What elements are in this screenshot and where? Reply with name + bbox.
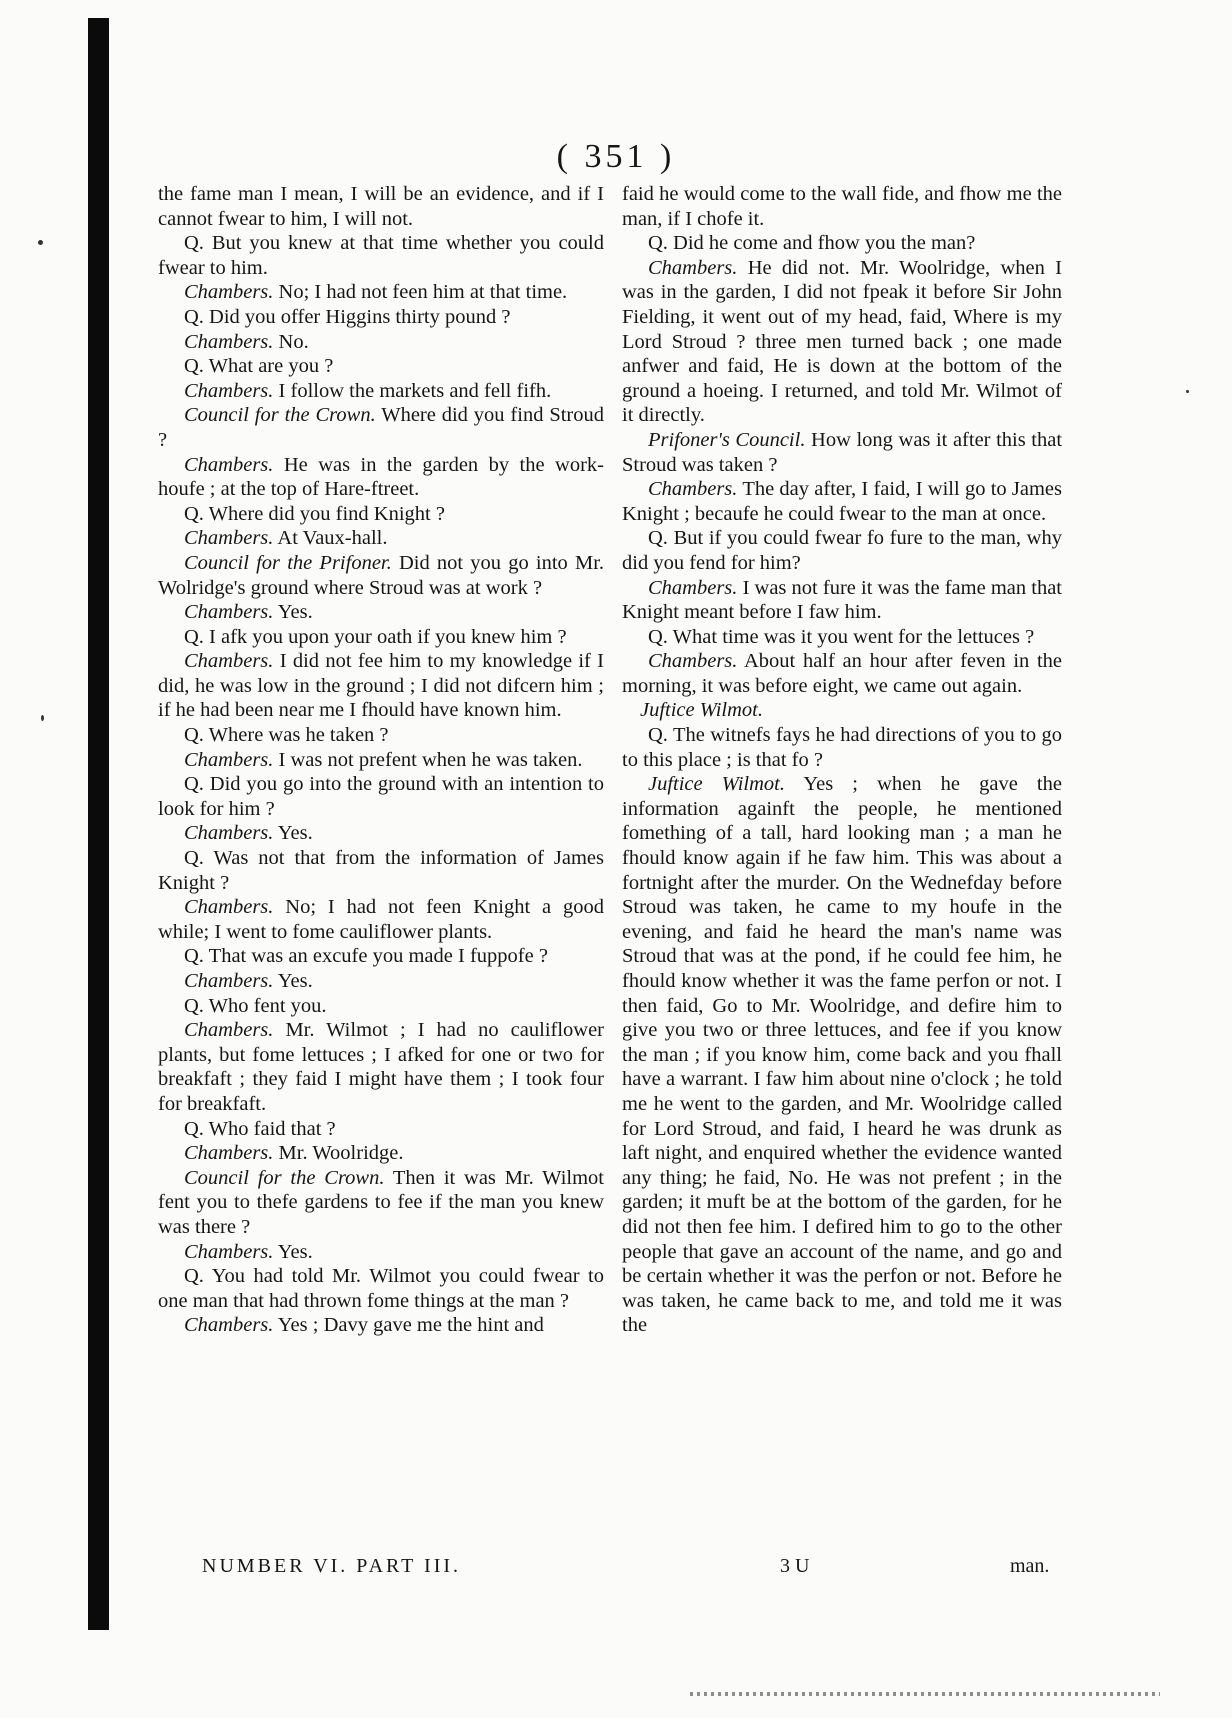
speaker-label: Chambers.	[184, 970, 274, 992]
paragraph-text: About half an hour after feven in the morning, it was before eight, we came out again.	[622, 650, 1063, 697]
speaker-label: Chambers.	[184, 379, 274, 402]
speaker-label: Council for the Crown.	[184, 1166, 385, 1189]
paragraph	[158, 354, 604, 379]
paragraph	[158, 551, 604, 600]
paragraph-text: No.	[278, 330, 309, 353]
speaker-label: Council for the Crown.	[184, 404, 376, 427]
paragraph	[158, 748, 604, 773]
paragraph	[158, 526, 604, 551]
paragraph	[622, 231, 1062, 256]
paragraph-text: faid he would come to the wall fide, and fhow me the man, if I chofe it.	[622, 183, 1062, 230]
page-number: ( 351 )	[556, 138, 676, 175]
paragraph	[158, 772, 604, 821]
paragraph-text: Q. But you knew at that time whether you could fwear to him.	[158, 232, 604, 279]
paragraph-text: Q. What are you ?	[184, 355, 334, 378]
speaker-label: Chambers.	[184, 453, 274, 476]
paragraph-text: Yes ; Davy gave me the hint and	[277, 1314, 544, 1337]
paragraph-text: He did not. Mr. Woolridge, when I was in the garden, I did not fpeak it before Sir John Fielding, it went out of my head, faid, Where is my Lord Stroud ? three men turned back ; one made anfwer and faid, He is down at the bottom of the ground a hoeing. I returned, and told Mr. Wilmot of it directly.	[622, 256, 1063, 427]
paragraph-text: Yes ; when he gave the information againft the people, he mentioned fomething of a tall, hard looking man ; a man he fhould know again if he faw him. This was about a fortnight after the murder. On the Wednefday before Stroud was taken, he came to my houfe in the evening, and faid he heard the man's name was Stroud that was at the pond, if he could fee him, he fhould know whether it was the fame perfon or not. I then faid, Go to Mr. Woolridge, and defire him to give you two or three lettuces, and fee if you know the man ; if you know him, come back and you fhall have a warrant. I faw him about nine o'clock ; he told me he went to the garden, and Mr. Woolridge called for Lord Stroud, and faid, I heard he was drunk as laft night, and enquired whether the evidence wanted any thing; he faid, No. He was not prefent ; in the garden; it muft be at the bottom of the garden, for he did not then fee him. I defired him to go to the other people that gave an account of the name, and go and be certain whether it was the perfon or not. Before he was taken, he came back to me, and told me it was the	[622, 773, 1062, 1337]
speaker-label: Chambers.	[184, 601, 274, 624]
paragraph	[622, 649, 1062, 698]
paragraph-text: Yes.	[277, 822, 313, 845]
speaker-label: Prifoner's Council.	[648, 428, 806, 451]
paragraph-text: Q. That was an excufe you made I fuppofe ?	[184, 945, 548, 968]
scan-speck	[1186, 390, 1189, 393]
paragraph	[622, 698, 1062, 723]
speaker-label: Chambers.	[648, 576, 738, 599]
paragraph-text: I was not prefent when he was taken.	[278, 748, 583, 771]
paragraph-text: Q. But if you could fwear fo fure to the man, why did you fend for him?	[622, 527, 1062, 574]
paragraph	[622, 576, 1062, 625]
speaker-label: Chambers.	[648, 478, 738, 501]
paragraph	[158, 994, 604, 1019]
scan-speck	[41, 715, 44, 721]
paragraph-text: Where did you find Stroud ?	[158, 404, 604, 451]
speaker-label: Juftice Wilmot.	[648, 773, 785, 796]
paragraph	[158, 600, 604, 625]
paragraph	[158, 305, 604, 330]
paragraph	[158, 723, 604, 748]
paragraph-text: Q. Did he come and fhow you the man?	[648, 232, 976, 255]
paragraph-text: Yes.	[277, 601, 313, 624]
speaker-label: Chambers.	[648, 650, 738, 673]
paragraph-text: The day after, I faid, I will go to James Knight ; becaufe he could fwear to the man at once.	[622, 478, 1062, 525]
paragraph-text: Q. Did you offer Higgins thirty pound ?	[184, 305, 511, 328]
paragraph-text: Mr. Wilmot ; I had no cauliflower plants, but fome lettuces ; I afked for one or two for breakfaft ; they faid I might have them ; I took four for breakfaft.	[158, 1019, 605, 1115]
paragraph	[158, 1166, 604, 1240]
paragraph	[622, 182, 1062, 231]
speaker-label: Chambers.	[184, 896, 274, 919]
paragraph-text: No; I had not feen Knight a good while; I went to fome cauliflower plants.	[158, 896, 604, 943]
paragraph	[158, 895, 604, 944]
paragraph	[158, 821, 604, 846]
catchword: man.	[1010, 1555, 1050, 1577]
signature-line: NUMBER VI. PART III.	[202, 1555, 462, 1577]
speaker-label: Chambers.	[648, 256, 738, 279]
paragraph	[158, 453, 604, 502]
paragraph-text: I did not fee him to my knowledge if I did, he was low in the ground ; I did not difcern him ; if he had been near me I fhould have known him.	[158, 650, 605, 722]
paragraph-text: Q. Where did you find Knight ?	[184, 502, 445, 525]
speaker-label: Chambers.	[184, 748, 274, 771]
paragraph	[158, 182, 604, 231]
paragraph-text: Yes.	[277, 970, 313, 992]
paragraph-text: Q. Who faid that ?	[184, 1117, 336, 1140]
speaker-label: Chambers.	[184, 1240, 274, 1263]
paragraph-text: Q. Who fent you.	[184, 994, 327, 1017]
binding-shadow	[88, 18, 109, 1630]
paragraph	[622, 625, 1062, 650]
paragraph	[158, 1141, 604, 1166]
speaker-label: Chambers.	[184, 527, 274, 550]
paragraph	[158, 969, 604, 994]
paragraph	[622, 772, 1062, 1338]
paragraph	[158, 502, 604, 527]
speaker-label: Chambers.	[184, 281, 274, 304]
paragraph-text: Q. Did you go into the ground with an intention to look for him ?	[158, 773, 604, 820]
left-column	[158, 182, 604, 1338]
paragraph-text: Did not you go into Mr. Wolridge's ground where Stroud was at work ?	[158, 551, 605, 599]
speaker-label: Chambers.	[184, 822, 274, 845]
speaker-label: Chambers.	[184, 1314, 274, 1337]
right-column	[622, 182, 1062, 1338]
paragraph	[158, 379, 604, 404]
paragraph-text: Q. You had told Mr. Wilmot you could fwear to one man that had thrown fome things at the man ?	[158, 1265, 604, 1312]
paragraph	[158, 231, 604, 280]
scan-speck	[38, 240, 43, 245]
paragraph	[622, 723, 1062, 772]
speaker-label: Chambers.	[184, 1142, 274, 1165]
paragraph-text: Q. Was not that from the information of James Knight ?	[158, 847, 604, 894]
paragraph	[158, 846, 604, 895]
paragraph	[158, 944, 604, 969]
speaker-label: Chambers.	[184, 650, 274, 673]
paragraph-text: Mr. Woolridge.	[278, 1142, 404, 1165]
paragraph-text: I follow the markets and fell fifh.	[278, 379, 552, 402]
paragraph	[158, 649, 604, 723]
scan-noise	[690, 1692, 1160, 1696]
paragraph	[158, 330, 604, 355]
paragraph-text: Then it was Mr. Wilmot fent you to thefe gardens to fee if the man you knew was there ?	[158, 1166, 604, 1238]
speaker-label: Chambers.	[184, 330, 274, 353]
paragraph-text: the fame man I mean, I will be an evidence, and if I cannot fwear to him, I will not.	[158, 183, 604, 230]
signature-mark: 3 U	[780, 1555, 810, 1577]
paragraph-text: He was in the garden by the work-houfe ; at the top of Hare-ftreet.	[158, 453, 605, 501]
paragraph	[158, 1117, 604, 1142]
paragraph-text: At Vaux-hall.	[277, 527, 388, 550]
paragraph	[158, 280, 604, 305]
paragraph-text: Q. What time was it you went for the lettuces ?	[648, 625, 1035, 648]
speaker-label: Juftice Wilmot.	[640, 699, 763, 722]
paragraph-text: No; I had not feen him at that time.	[278, 281, 568, 304]
paragraph	[622, 526, 1062, 575]
paragraph-text: Yes.	[277, 1240, 313, 1263]
speaker-label: Council for the Prifoner.	[184, 551, 392, 574]
paragraph	[158, 1264, 604, 1313]
paragraph-text: Q. The witnefs fays he had directions of you to go to this place ; is that fo ?	[622, 724, 1062, 771]
paragraph-text: Q. Where was he taken ?	[184, 724, 389, 747]
paragraph	[158, 403, 604, 452]
paragraph	[158, 625, 604, 650]
paragraph	[158, 1240, 604, 1265]
paragraph-text: How long was it after this that Stroud was taken ?	[622, 428, 1063, 476]
paragraph	[622, 256, 1062, 428]
paragraph	[158, 1018, 604, 1116]
paragraph-text: Q. I afk you upon your oath if you knew him ?	[184, 625, 567, 648]
paragraph	[622, 428, 1062, 477]
paragraph-text: I was not fure it was the fame man that Knight meant before I faw him.	[622, 576, 1062, 624]
speaker-label: Chambers.	[184, 1019, 274, 1042]
paragraph	[158, 1313, 604, 1338]
paragraph	[622, 477, 1062, 526]
